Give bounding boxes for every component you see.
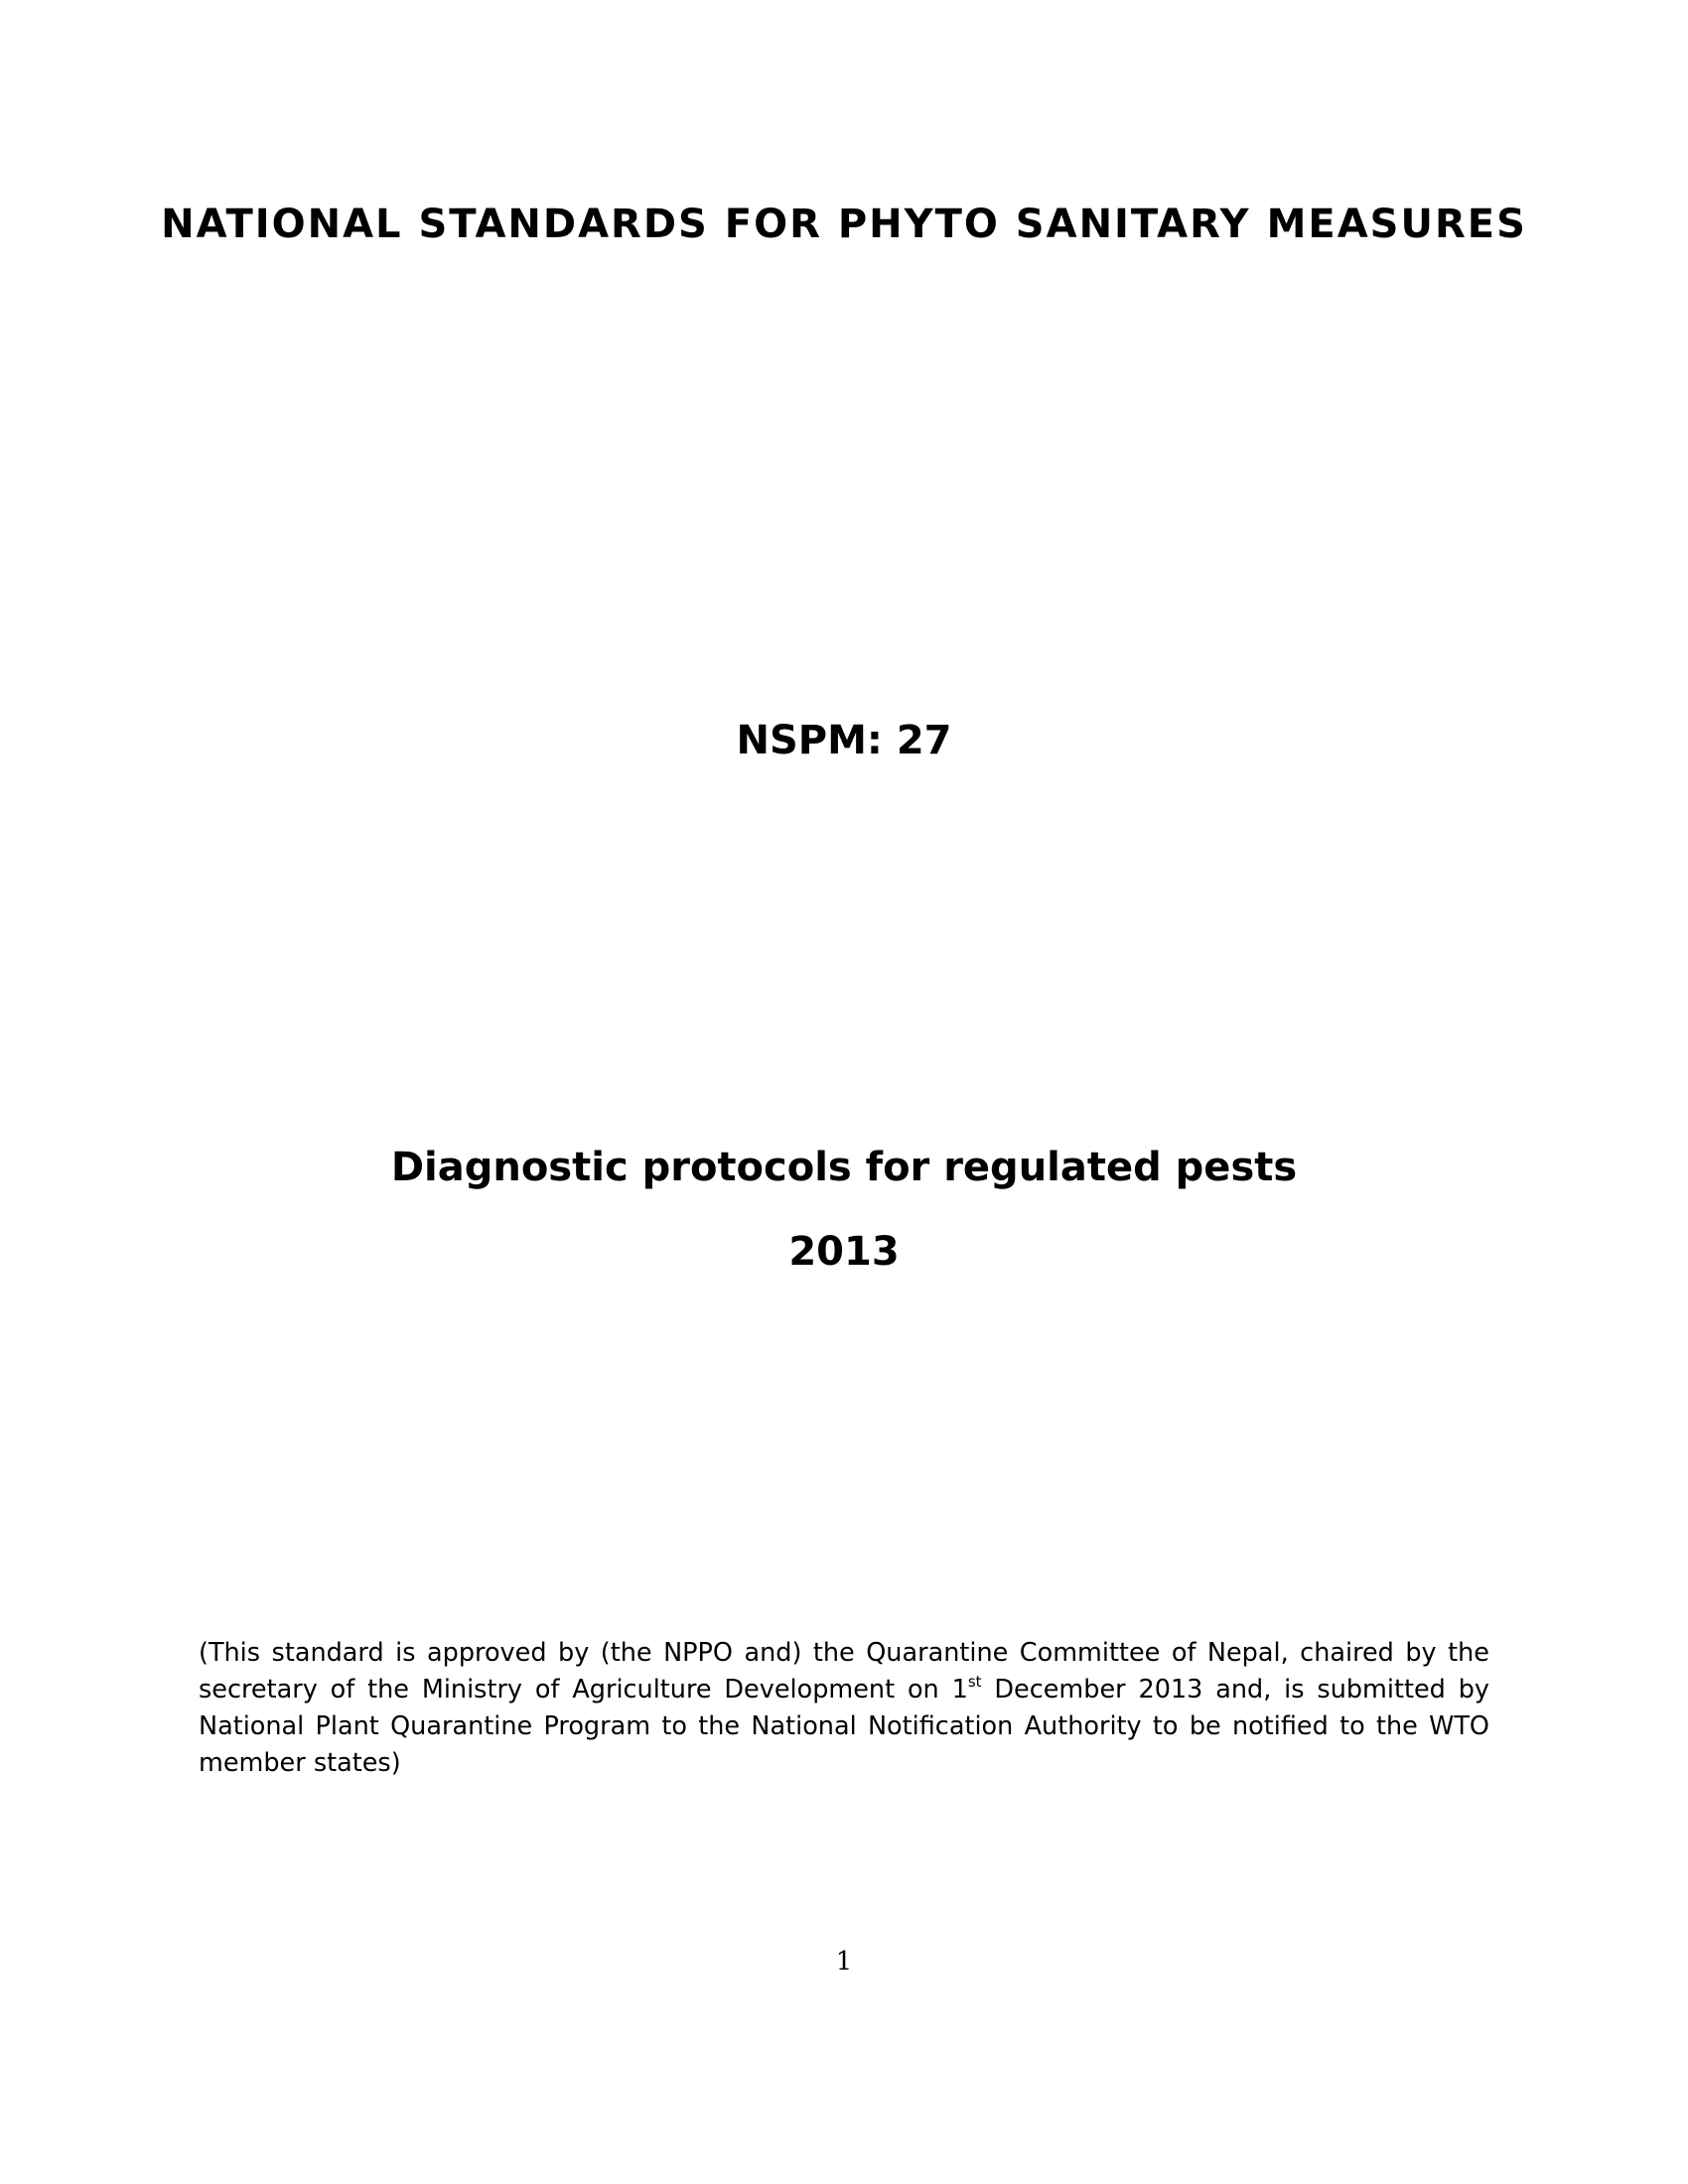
approval-date-ordinal: st [967, 1673, 982, 1691]
approval-note [199, 1635, 1489, 1782]
standard-subject: Diagnostic protocols for regulated pests [390, 1145, 1298, 1190]
page-number: 1 [835, 1947, 853, 1977]
approval-text-part2: December 2013 and, is submitted by National Plant Quarantine Program to the National Notification Authority to be notified to the WTO member states) [199, 1675, 1489, 1778]
standard-year: 2013 [788, 1229, 900, 1275]
approval-text-part1: (This standard is approved by (the NPPO and) the Quarantine Committee of Nepal, chaired by the secretary of the Ministry of Agriculture Development on 1 [199, 1638, 1489, 1705]
document-title: NATIONAL STANDARDS FOR PHYTO SANITARY MEASURES [161, 202, 1527, 247]
standard-code: NSPM: 27 [736, 718, 952, 763]
